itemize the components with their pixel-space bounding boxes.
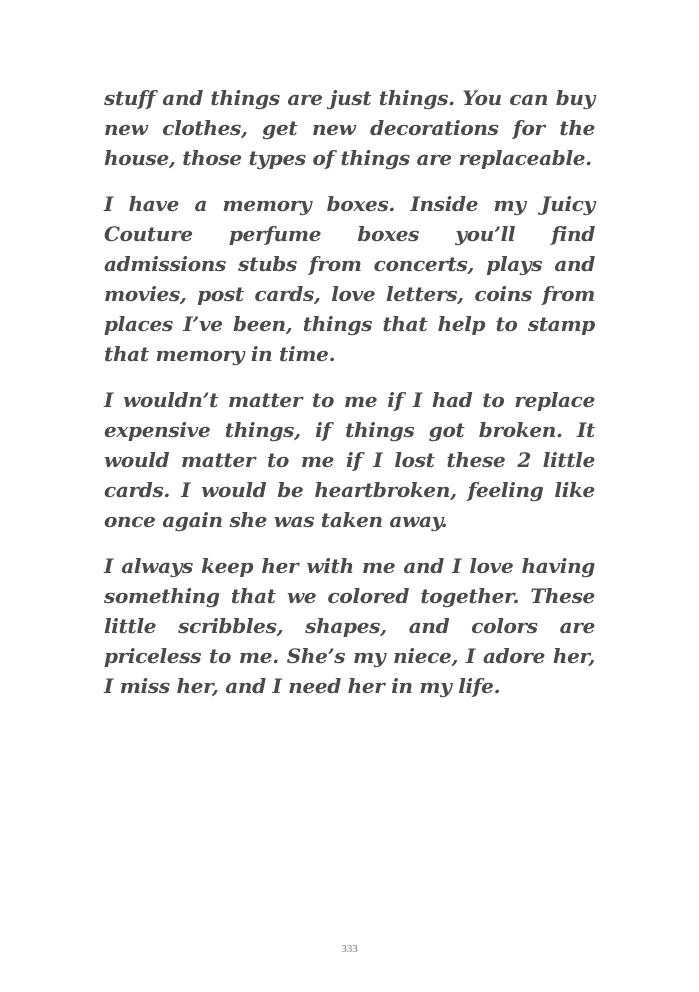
page-body xyxy=(104,83,595,717)
paragraph-2: I have a memory boxes. Inside my Juicy Couture perfume boxes you’ll find admissions stubs from concerts, plays and movies, post cards, love letters, coins from places I’ve been, things that help to stamp that memory in time. xyxy=(104,192,595,366)
paragraph-3: I wouldn’t matter to me if I had to replace expensive things, if things got broken. It would matter to me if I lost these 2 little cards. I would be heartbroken, feeling like once again she was taken away. xyxy=(104,388,595,532)
page-number: 333 xyxy=(341,943,358,955)
paragraph-1: stuff and things are just things. You can buy new clothes, get new decorations for the house, those types of things are replaceable. xyxy=(104,86,595,170)
paragraph-4: I always keep her with me and I love having something that we colored together. These little scribbles, shapes, and colors are priceless to me. She’s my niece, I adore her, I miss her, and I need her in my life. xyxy=(104,554,595,698)
